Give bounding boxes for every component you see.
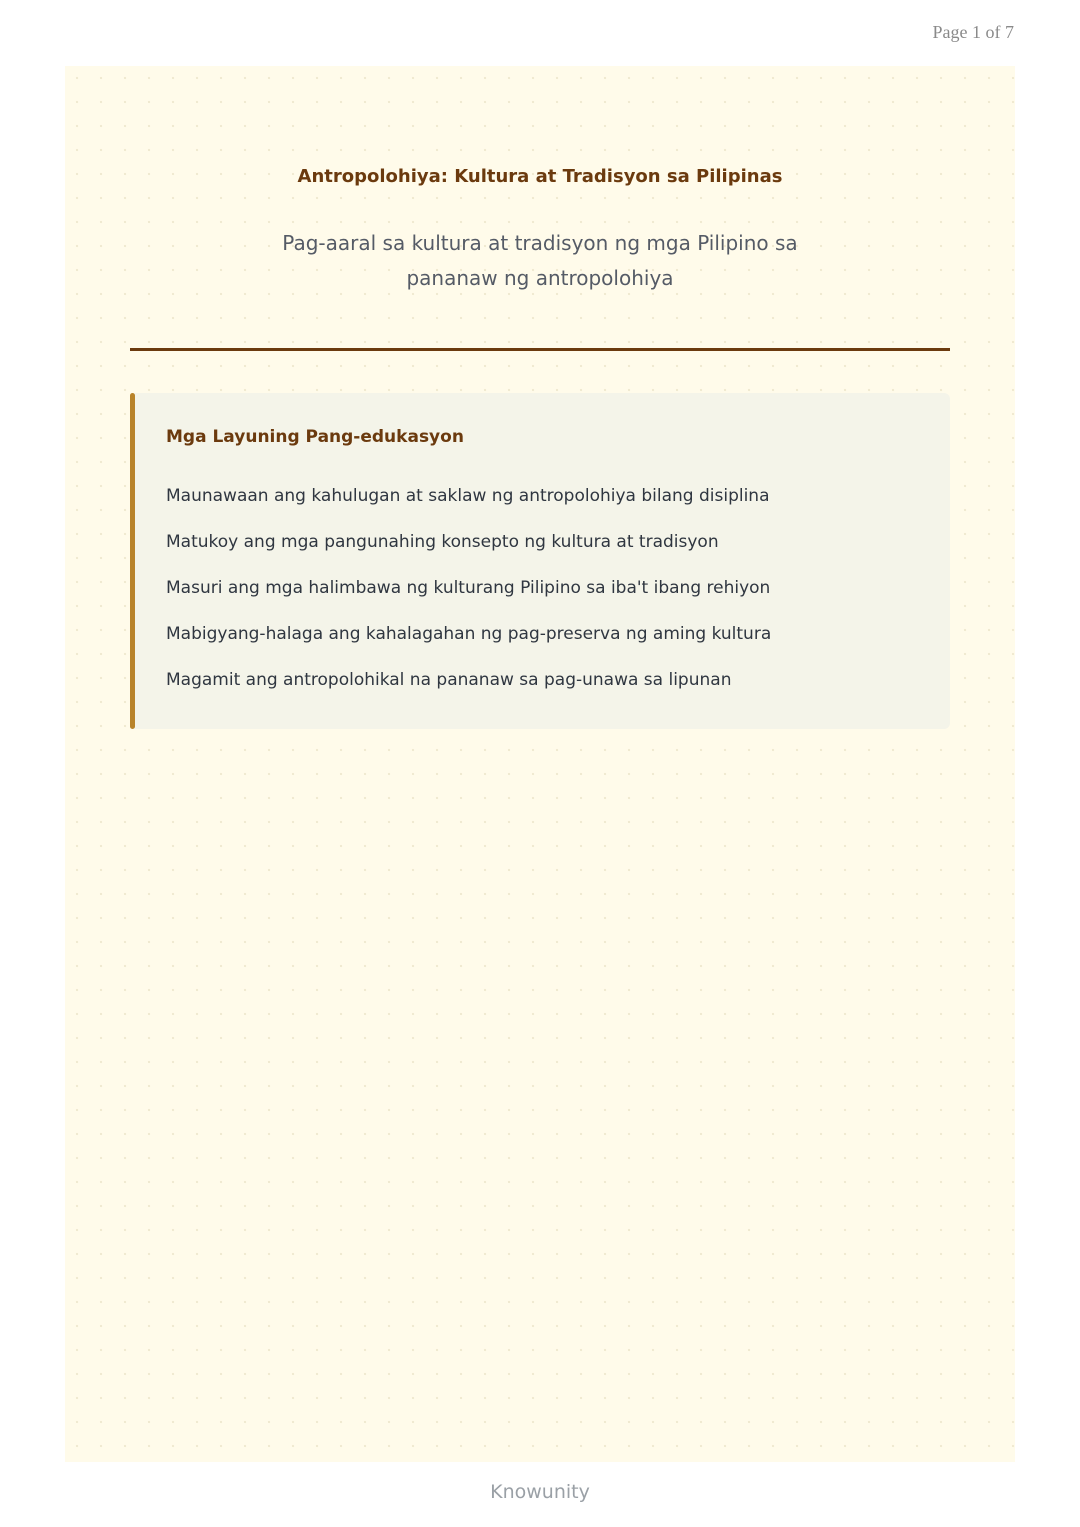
learning-objectives-box — [130, 393, 950, 729]
objective-item: Masuri ang mga halimbawa ng kulturang Pilipino sa iba't ibang rehiyon — [166, 578, 771, 598]
document-subtitle: Pag-aaral sa kultura at tradisyon ng mga Pilipino sa pananaw ng antropolohiya — [282, 231, 798, 290]
accent-bar — [130, 393, 135, 729]
objectives-list — [166, 473, 771, 703]
objective-item: Maunawaan ang kahulugan at saklaw ng antropolohiya bilang disiplina — [166, 486, 770, 506]
document-page — [65, 66, 1015, 1462]
document-title: Antropolohiya: Kultura at Tradisyon sa Pilipinas — [297, 166, 783, 187]
title-divider — [130, 348, 950, 351]
objective-item: Magamit ang antropolohikal na pananaw sa pag-unawa sa lipunan — [166, 670, 732, 690]
objective-item: Matukoy ang mga pangunahing konsepto ng kultura at tradisyon — [166, 532, 719, 552]
footer-brand: Knowunity — [490, 1481, 590, 1503]
objectives-heading: Mga Layuning Pang-edukasyon — [166, 427, 464, 447]
objective-item: Mabigyang-halaga ang kahalagahan ng pag-preserva ng aming kultura — [166, 624, 772, 644]
page-indicator: Page 1 of 7 — [932, 22, 1014, 42]
